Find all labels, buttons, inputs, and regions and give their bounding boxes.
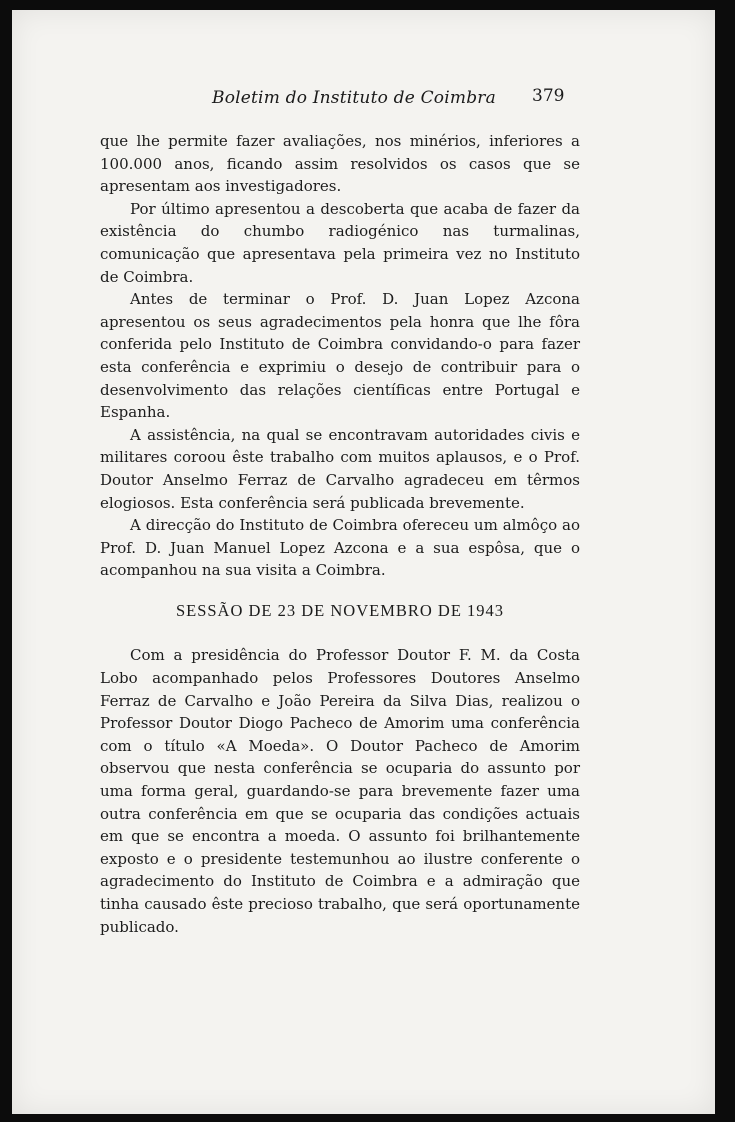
paragraph-lunch: A direcção do Instituto de Coimbra ofereceu um almôço ao Prof. D. Juan Manuel Lopez Azcona e a sua espôsa, que o acompanhou na sua visita a Coimbra. [100, 516, 580, 580]
page-number: 379 [532, 86, 565, 106]
paragraph-continued: que lhe permite fazer avaliações, nos minérios, inferiores a 100.000 anos, ficando assim resolvidos os casos que se apresentam aos investigadores. [100, 132, 580, 196]
paragraph-thanks: Antes de terminar o Prof. D. Juan Lopez Azcona apresentou os seus agradecimentos pela honra que lhe fôra conferida pelo Instituto de Coimbra convidando-o para fazer esta conferência e exprimiu o desejo de contribuir para o desenvolvimento das relações científicas entre Portugal e Espanha. [100, 290, 580, 422]
paragraph-audience: A assistência, na qual se encontravam autoridades civis e militares coroou êste trabalho com muitos aplausos, e o Prof. Doutor Anselmo Ferraz de Carvalho agradeceu em têrmos elogiosos. Esta conferência será publicada brevemente. [100, 425, 580, 512]
body-text [100, 130, 580, 938]
paragraph-session: Com a presidência do Professor Doutor F. M. da Costa Lobo acompanhado pelos Professores Doutores Anselmo Ferraz de Carvalho e João Pereira da Silva Dias, realizou o Professor Doutor Diogo Pacheco de Amorim uma conferência com o título «A Moeda». O Doutor Pacheco de Amorim observou que nesta conferência se ocuparia do assunto por uma forma geral, guardando-se para brevemente fazer uma outra conferência em que se ocuparia das condições actuais em que se encontra a moeda. O assunto foi brilhantemente exposto e o presidente testemunhou ao ilustre conferente o agradecimento do Instituto de Coimbra e a admiração que tinha causado êste precioso trabalho, que será oportunamente publicado. [100, 646, 580, 936]
book-page [12, 10, 715, 1114]
paragraph-tourmaline: Por último apresentou a descoberta que acaba de fazer da existência do chumbo radiogénico nas turmalinas, comunicação que apresentava pela primeira vez no Instituto de Coimbra. [100, 199, 580, 286]
running-title: Boletim do Instituto de Coimbra [212, 88, 496, 108]
running-header [12, 82, 715, 112]
scan-border-right [715, 0, 735, 1122]
section-heading: SESSÃO DE 23 DE NOVEMBRO DE 1943 [175, 600, 505, 620]
